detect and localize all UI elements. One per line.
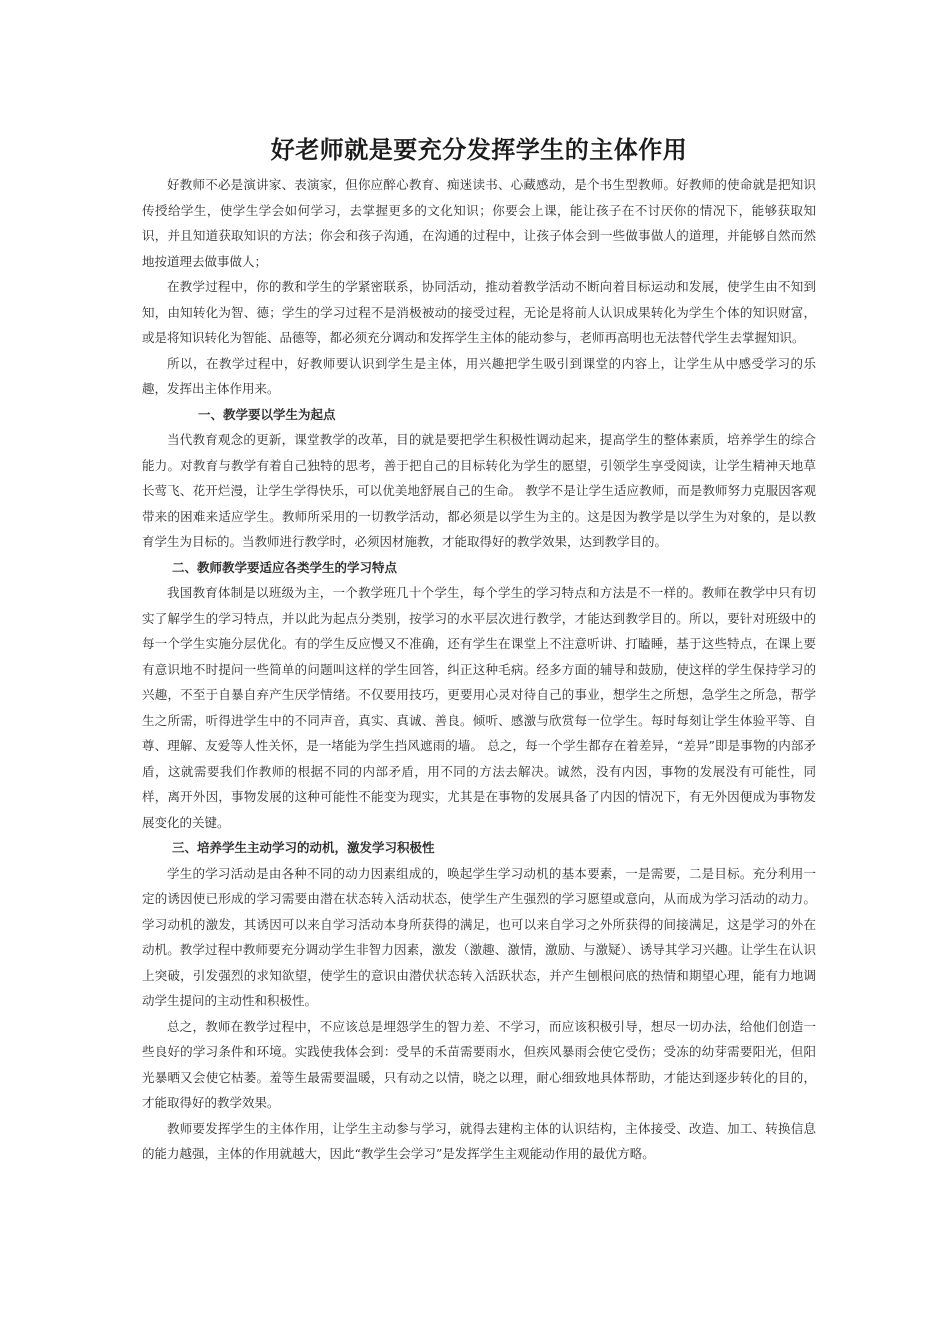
document-body (142, 130, 816, 1167)
paragraph-section-1: 当代教育观念的更新，课堂教学的改革，目的就是要把学生积极性调动起来，提高学生的整体素质，培养学生的综合能力。对教育与教学有着自己独特的思考，善于把自己的目标转化为学生的愿望，引领学生享受阅读，让学生精神天地草长莺飞、花开烂漫，让学生学得快乐，可以优美地舒展自己的生命。 教学不是让学生适应教师，而是教师努力克服因客观带来的困难来适应学生。教师所采用的一切教学活动，都必须是以学生为主的。这是因为教学是以学生为对象的，是以教育学生为目标的。当教师进行教学时，必须因材施教，才能取得好的教学效果，达到教学目的。 (142, 432, 816, 549)
paragraph-teaching-process: 在教学过程中，你的教和学生的学紧密联系，协同活动，推动着教学活动不断向着目标运动和发展，使学生由不知到知，由知转化为智、德；学生的学习过程不是消极被动的接受过程，无论是将前人认识成果转化为学生个体的知识财富，或是将知识转化为智能、品德等，都必须充分调动和发挥学生主体的能动参与，老师再高明也无法替代学生去掌握知识。 (142, 279, 816, 345)
paragraph-section-2: 我国教育体制是以班级为主，一个教学班几十个学生，每个学生的学习特点和方法是不一样的。教师在教学中只有切实了解学生的学习特点，并以此为起点分类别，按学习的水平层次进行教学，才能达到教学目的。所以，要针对班级中的每一个学生实施分层优化。有的学生反应慢又不准确，还有学生在课堂上不注意听讲、打瞌睡，基于这些特点，在课上要有意识地不时提问一些简单的问题叫这样的学生回答，纠正这种毛病。经多方面的辅导和鼓励，使这样的学生保持学习的兴趣，不至于自暴自弃产生厌学情绪。不仅要用技巧，更要用心灵对待自己的事业，想学生之所想，急学生之所急，帮学生之所需，听得进学生中的不同声音，真实、真诚、善良。倾听、感激与欣赏每一位学生。每时每刻让学生体验平等、自尊、理解、友爱等人性关怀，是一堵能为学生挡风遮雨的墙。 总之，每一个学生都存在着差异，“差异”即是事物的内部矛盾，这就需要我们作教师的根据不同的内部矛盾，用不同的方法去解决。诚然，没有内因，事物的发展没有可能性，同样，离开外因，事物发展的这种可能性不能变为现实，尤其是在事物的发展具备了内因的情况下，有无外因便成为事物发展变化的关键。 (142, 585, 816, 830)
paragraph-final: 教师要发挥学生的主体作用，让学生主动参与学习，就得去建构主体的认识结构，主体接受、改造、加工、转换信息的能力越强，主体的作用就越大，因此“教学生会学习”是发挥学生主观能动作用的最优方略。 (142, 1120, 816, 1161)
paragraph-section-3: 学生的学习活动是由各种不同的动力因素组成的，唤起学生学习动机的基本要素，一是需要，二是目标。充分利用一定的诱因使已形成的学习需要由潜在状态转入活动状态，使学生产生强烈的学习愿望或意向，从而成为学习活动的动力。学习动机的激发，其诱因可以来自学习活动本身所获得的满足，也可以来自学习之外所获得的间接满足，这是学习的外在动机。教学过程中教师要充分调动学生非智力因素，激发（激趣、激情，激励、与激疑）、诱导其学习兴趣。让学生在认识上突破，引发强烈的求知欲望，使学生的意识由潜伏状态转入活跃状态，并产生刨根问底的热情和期望心理，能有力地调动学生提问的主动性和积极性。 (142, 865, 816, 1008)
section-heading-2: 二、教师教学要适应各类学生的学习特点 (172, 559, 398, 575)
paragraph-summary: 总之，教师在教学过程中，不应该总是埋怨学生的智力差、不学习，而应该积极引导，想尽一切办法，给他们创造一些良好的学习条件和环境。实践使我体会到：受旱的禾苗需要雨水，但疾风暴雨会使它受伤；受冻的幼芽需要阳光，但阳光暴晒又会使它枯萎。羞等生最需要温暖，只有动之以情，晓之以理，耐心细致地具体帮助，才能达到逐步转化的目的，才能取得好的教学效果。 (142, 1018, 816, 1110)
document-title: 好老师就是要充分发挥学生的主体作用 (270, 136, 688, 164)
paragraph-intro: 好教师不必是演讲家、表演家，但你应醉心教育、痴迷读书、心藏感动，是个书生型教师。好教师的使命就是把知识传授给学生，使学生学会如何学习，去掌握更多的文化知识；你要会上课，能让孩子在不讨厌你的情况下，能够获取知识，并且知道获取知识的方法；你会和孩子沟通，在沟通的过程中，让孩子体会到一些做事做人的道理，并能够自然而然地按道理去做事做人； (142, 177, 816, 269)
paragraph-conclusion-intro: 所以，在教学过程中，好教师要认识到学生是主体，用兴趣把学生吸引到课堂的内容上，让学生从中感受学习的乐趣，发挥出主体作用来。 (142, 355, 816, 396)
section-heading-3: 三、培养学生主动学习的动机，激发学习积极性 (172, 840, 435, 855)
section-heading-1: 一、教学要以学生为起点 (198, 406, 336, 422)
